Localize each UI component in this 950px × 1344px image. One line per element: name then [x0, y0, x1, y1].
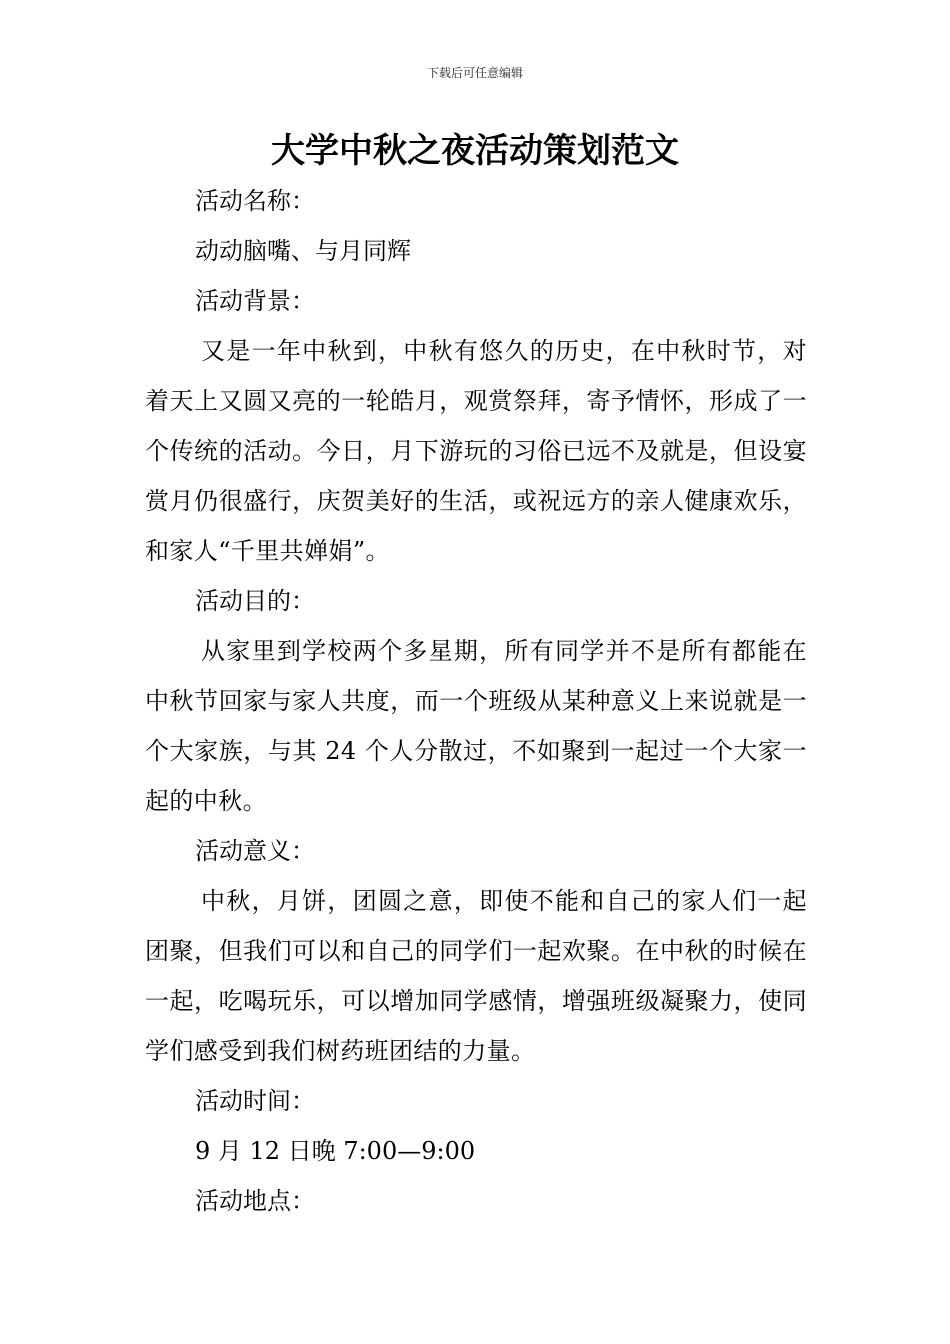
section-label-background: 活动背景： — [195, 287, 315, 315]
document-title: 大学中秋之夜活动策划范文 — [271, 131, 679, 171]
document-body — [145, 176, 807, 1226]
activity-name-value: 动动脑嘴、与月同辉 — [195, 237, 411, 265]
significance-paragraph: 中秋，月饼，团圆之意，即使不能和自己的家人们一起团聚，但我们可以和自己的同学们一起欢聚。在中秋的时候在一起，吃喝玩乐，可以增加同学感情，增强班级凝聚力，使同学们感受到我们树药班团结的力量。 — [145, 887, 807, 1065]
activity-time-value: 9 月 12 日晚 7:00—9:00 — [195, 1137, 476, 1165]
section-label-purpose: 活动目的： — [195, 587, 315, 615]
section-label-significance: 活动意义： — [195, 837, 315, 865]
section-label-location: 活动地点： — [195, 1187, 315, 1215]
section-label-time: 活动时间： — [195, 1087, 315, 1115]
header-note: 下载后可任意编辑 — [426, 66, 523, 80]
section-label-name: 活动名称： — [195, 187, 315, 215]
purpose-paragraph: 从家里到学校两个多星期，所有同学并不是所有都能在中秋节回家与家人共度，而一个班级从某种意义上来说就是一个大家族，与其 24 个人分散过，不如聚到一起过一个大家一起的中秋。 — [145, 637, 807, 815]
background-paragraph: 又是一年中秋到，中秋有悠久的历史，在中秋时节，对着天上又圆又亮的一轮皓月，观赏祭拜，寄予情怀，形成了一个传统的活动。今日，月下游玩的习俗已远不及就是，但设宴赏月仍很盛行，庆贺美好的生活，或祝远方的亲人健康欢乐，和家人“千里共婵娟”。 — [145, 337, 807, 565]
